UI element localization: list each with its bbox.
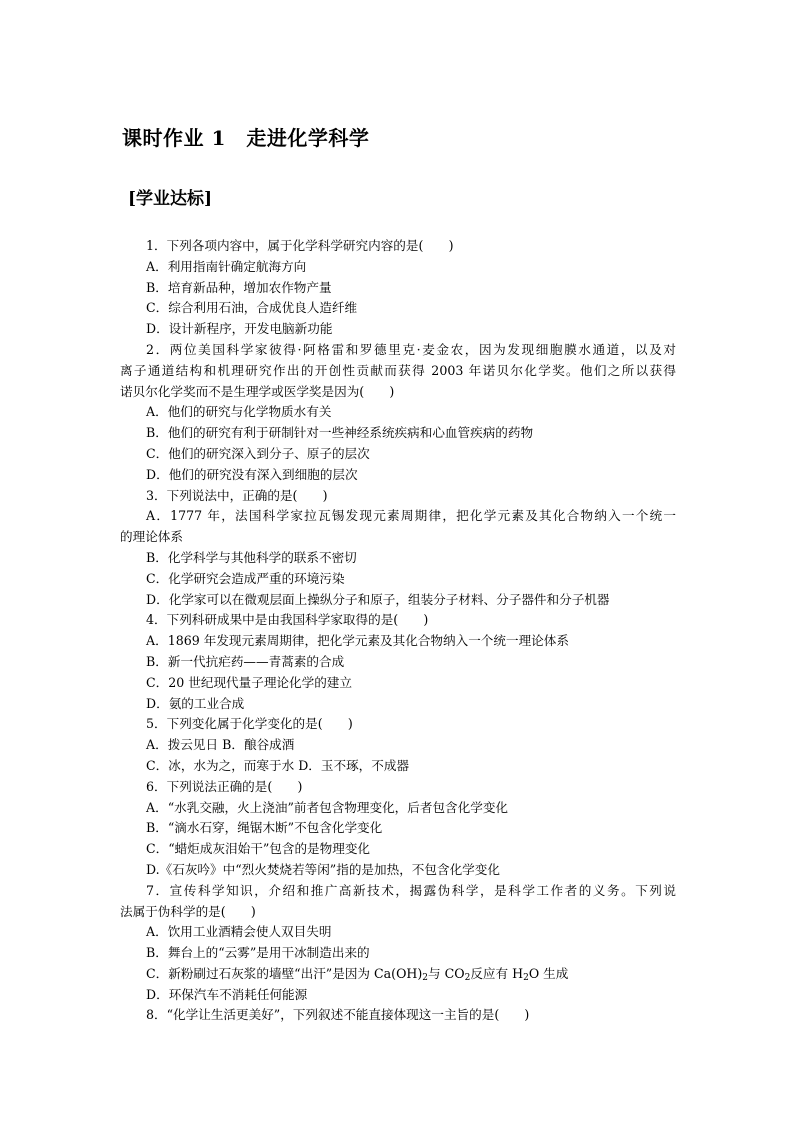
- q1-stem: 1．下列各项内容中，属于化学科学研究内容的是( ): [146, 238, 454, 253]
- q2-option-a: A．他们的研究与化学物质水有关: [146, 404, 332, 420]
- q7-option-b: B．舞台上的“云雾”是用干冰制造出来的: [146, 945, 370, 961]
- q7-option-c-text1: C．新粉刷过石灰浆的墙壁“出汗”是因为 Ca(OH): [146, 965, 423, 981]
- q3-option-a-line2: 的理论体系: [120, 529, 183, 545]
- q5-option-d: D．玉不琢，不成器: [298, 757, 410, 773]
- q6-option-c: C．“蜡炬成灰泪始干”包含的是物理变化: [146, 841, 371, 857]
- q7-stem-line2: 法属于伪科学的是( ): [120, 903, 256, 919]
- q7-option-c-text4: O 生成: [528, 965, 569, 981]
- question-body: [120, 236, 676, 1026]
- q7-option-d: D．环保汽车不消耗任何能源: [146, 986, 308, 1002]
- q7-option-c-sub1: 2: [422, 972, 429, 983]
- q5-options-row1: [120, 735, 676, 756]
- q2-option-b: B．他们的研究有利于研制针对一些神经系统疾病和心血管疾病的药物: [146, 425, 534, 441]
- q6-option-d: D.《石灰吟》中“烈火焚烧若等闲”指的是加热，不包含化学变化: [146, 861, 500, 877]
- q7-stem-line1: 7．宣传科学知识，介绍和推广高新技术，揭露伪科学，是科学工作者的义务。下列说: [146, 882, 676, 898]
- q6-option-b: B．“滴水石穿，绳锯木断”不包含化学变化: [146, 820, 383, 836]
- q7-option-c-sub2: 2: [464, 972, 471, 983]
- q5-option-a: A．拨云见日: [146, 737, 219, 753]
- q3-stem: 3．下列说法中，正确的是( ): [146, 487, 328, 503]
- q2-stem-line3: 诺贝尔化学奖而不是生理学或医学奖是因为( ): [120, 383, 395, 399]
- q1-option-c: C．综合利用石油，合成优良人造纤维: [146, 300, 358, 316]
- q7-option-c-sub3: 2: [523, 972, 529, 983]
- q8-stem: 8．“化学让生活更美好”，下列叙述不能直接体现这一主旨的是( ): [146, 1007, 530, 1023]
- q6-option-a: A．“水乳交融，火上浇油”前者包含物理变化，后者包含化学变化: [146, 799, 509, 815]
- q5-option-c: C．冰，水为之，而寒于水: [146, 757, 295, 773]
- q7-option-c-text3: 反应有 H: [470, 965, 524, 981]
- q2-option-d: D．他们的研究没有深入到细胞的层次: [146, 466, 358, 482]
- q7-option-c-text2: 与 CO: [428, 965, 465, 981]
- q7-option-a: A．饮用工业酒精会使人双目失明: [146, 924, 332, 940]
- q4-option-a: A．1869 年发现元素周期律，把化学元素及其化合物纳入一个统一理论体系: [146, 633, 569, 649]
- q1-option-d: D．设计新程序，开发电脑新功能: [146, 321, 333, 337]
- q6-stem: 6．下列说法正确的是( ): [146, 778, 303, 794]
- q3-option-b: B．化学科学与其他科学的联系不密切: [146, 549, 357, 565]
- q3-option-c: C．化学研究会造成严重的环境污染: [146, 570, 345, 586]
- section-heading: [学业达标]: [128, 189, 213, 209]
- q1-option-a: A．利用指南针确定航海方向: [146, 258, 307, 274]
- q2-option-c: C．他们的研究深入到分子、原子的层次: [146, 445, 370, 461]
- q1-option-b: B．培育新品种，增加农作物产量: [146, 279, 332, 295]
- q3-option-d: D．化学家可以在微观层面上操纵分子和原子，组装分子材料、分子器件和分子机器: [146, 591, 610, 607]
- q2-stem-line1: 2．两位美国科学家彼得·阿格雷和罗德里克·麦金农，因为发现细胞膜水通道，以及对: [146, 341, 676, 357]
- q5-stem: 5．下列变化属于化学变化的是( ): [146, 716, 353, 732]
- q5-option-b: B．酿谷成酒: [222, 737, 295, 753]
- q4-option-c: C．20 世纪现代量子理论化学的建立: [146, 674, 352, 690]
- q4-option-b: B．新一代抗疟药——青蒿素的合成: [146, 653, 345, 669]
- q3-option-a-line1: A．1777 年，法国科学家拉瓦锡发现元素周期律，把化学元素及其化合物纳入一个统一: [146, 508, 676, 524]
- q2-stem-line2: 离子通道结构和机理研究作出的开创性贡献而获得 2003 年诺贝尔化学奖。他们之所以获得: [120, 362, 676, 378]
- q4-stem: 4．下列科研成果中是由我国科学家取得的是( ): [146, 612, 429, 628]
- q5-options-row2: [120, 756, 676, 777]
- q4-option-d: D．氨的工业合成: [146, 695, 245, 711]
- q7-option-c: [120, 964, 676, 985]
- page-title: 课时作业 1 走进化学科学: [122, 126, 370, 150]
